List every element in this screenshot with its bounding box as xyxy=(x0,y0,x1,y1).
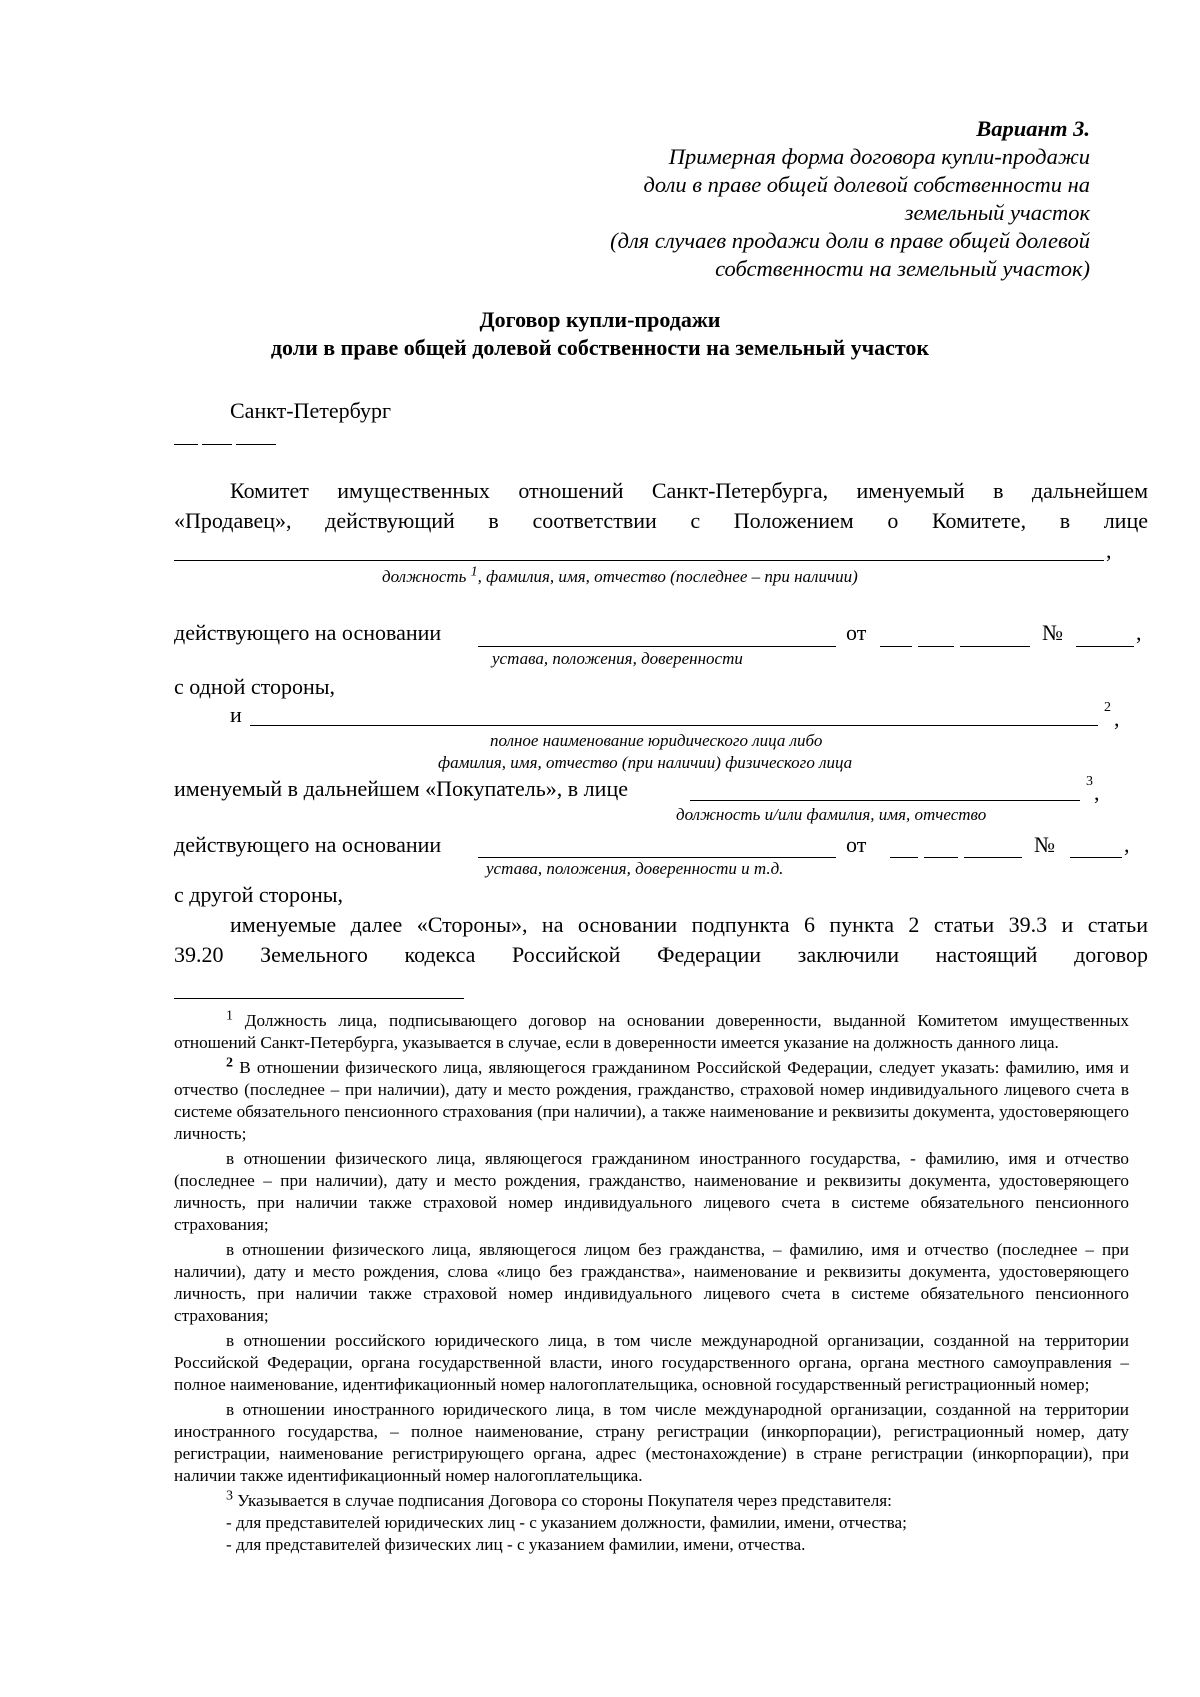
and-label: и xyxy=(230,702,242,727)
seller-basis-label: действующего на основании xyxy=(174,620,442,645)
city: Санкт-Петербург xyxy=(230,398,391,423)
buyer-rep-field[interactable] xyxy=(690,800,1080,801)
footnote-separator xyxy=(174,998,464,999)
seller-basis-field[interactable] xyxy=(478,646,836,647)
buyer-date-year[interactable] xyxy=(964,857,1022,858)
footnote-ref-2: 2 xyxy=(1104,700,1111,715)
header-line-2: доли в праве общей долевой собственности на xyxy=(643,172,1090,197)
buyer-name-field[interactable] xyxy=(250,725,1098,726)
footnote-2: $^2$ В отношении физического лица, являющегося гражданином Российской Федерации, следует указать: фамилию, имя и отчество (последнее – при наличии), дату и место рождения, гражданство, страховой номер индивидуального лицевого счета в системе обязательного пенсионного страхования (при наличии), а также наименование и реквизиты документа, удостоверяющего личность; xyxy=(174,1055,1129,1143)
buyer-name-comma: , xyxy=(1114,706,1120,731)
seller-from-label: от xyxy=(846,620,867,645)
one-side: с одной стороны, xyxy=(174,674,336,699)
header-line-5: собственности на земельный участок) xyxy=(715,256,1090,281)
seller-rep-field[interactable] xyxy=(174,560,1104,561)
buyer-named-label: именуемый в дальнейшем «Покупатель», в лице xyxy=(174,776,628,801)
seller-line-1: Комитет имущественных отношений Санкт-Петербурга, именуемый в дальнейшем xyxy=(230,478,1148,503)
variant-label: Вариант 3. xyxy=(976,116,1090,141)
header-line-4: (для случаев продажи доли в праве общей долевой xyxy=(610,228,1090,253)
parties-line-2: 39.20 Земельного кодекса Российской Федерации заключили настоящий договор xyxy=(174,942,1148,967)
footnote-2-para-3: в отношении физического лица, являющегося лицом без гражданства, – фамилию, имя и отчество (последнее – при наличии), дату и место рождения, слова «лицо без гражданства», наименование и реквизиты документа, удостоверяющего личность, при наличии также страховой номер индивидуального лицевого счета в системе обязательного пенсионного страхования; xyxy=(174,1240,1129,1325)
seller-basis-comma: , xyxy=(1136,620,1142,645)
buyer-rep-caption: должность и/или фамилия, имя, отчество xyxy=(676,805,987,824)
footnote-3: $^3$ Указывается в случае подписания Договора со стороны Покупателя через представителя: xyxy=(226,1488,892,1510)
footnote-2-para-5: в отношении иностранного юридического лица, в том числе международной организации, созданной на территории иностранного государства, – полное наименование, страну регистрации (инкорпорации), регистрационный номер, дату регистрации, наименование регистрирующего органа, адрес (местонахождение) в стране регистрации (инкорпорации), при наличии также идентификационный номер налогоплательщика. xyxy=(174,1400,1129,1485)
buyer-basis-comma: , xyxy=(1124,832,1130,857)
title-line-1: Договор купли-продажи xyxy=(479,307,721,332)
footnote-2-mark: 2 xyxy=(226,1055,233,1071)
seller-basis-caption: устава, положения, доверенности xyxy=(492,649,743,668)
seller-line-2: «Продавец», действующий в соответствии с Положением о Комитете, в лице xyxy=(174,508,1148,533)
seller-num-field[interactable] xyxy=(1076,646,1134,647)
footnote-2-para-4: в отношении российского юридического лица, в том числе международной организации, созданной на территории Российской Федерации, органа государственной власти, иного государственного органа, органа местного самоуправления – полное наименование, идентификационный номер налогоплательщика, основной государственный регистрационный номер; xyxy=(174,1331,1129,1394)
seller-date-year[interactable] xyxy=(960,646,1030,647)
buyer-num-field[interactable] xyxy=(1070,857,1122,858)
seller-num-label: № xyxy=(1042,620,1063,645)
buyer-basis-label: действующего на основании xyxy=(174,832,442,857)
seller-date-month[interactable] xyxy=(918,646,954,647)
footnote-ref-1: 1 xyxy=(470,564,478,580)
other-side: с другой стороны, xyxy=(174,882,344,907)
footnote-2-para-2: в отношении физического лица, являющегося гражданином иностранного государства, - фамилию, имя и отчество (последнее – при наличии), дату и место рождения, гражданство, наименование и реквизиты документа, удостоверяющего личность, при наличии также страховой номер индивидуального лицевого счета в системе обязательного пенсионного страхования; xyxy=(174,1149,1129,1234)
footnote-ref-3: 3 xyxy=(1086,774,1093,789)
document-header xyxy=(610,115,1090,283)
title-line-2: доли в праве общей долевой собственности на земельный участок xyxy=(270,335,930,360)
buyer-rep-comma: , xyxy=(1094,780,1100,805)
buyer-date-day[interactable] xyxy=(890,857,918,858)
footnote-3-item-1: - для представителей юридических лиц - с указанием должности, фамилии, имени, отчества; xyxy=(226,1513,907,1532)
footnote-1: $^1$ Должность лица, подписывающего договор на основании доверенности, выданной Комитетом имущественных отношений Санкт-Петербурга, указывается в случае, если в доверенности имеется указание на должность данного лица. xyxy=(174,1008,1129,1052)
footnotes xyxy=(174,1010,1129,1556)
document-title xyxy=(0,306,1200,362)
parties-line-1: именуемые далее «Стороны», на основании подпункта 6 пункта 2 статьи 39.3 и статьи xyxy=(230,912,1148,937)
buyer-from-label: от xyxy=(846,832,867,857)
seller-rep-comma: , xyxy=(1106,538,1112,563)
seller-rep-caption: должность $^1$, фамилия, имя, отчество (последнее – при наличии) xyxy=(382,564,858,586)
header-line-3: земельный участок xyxy=(904,200,1090,225)
buyer-date-month[interactable] xyxy=(924,857,958,858)
buyer-caption-line-1: полное наименование юридического лица либо xyxy=(490,731,823,750)
buyer-num-label: № xyxy=(1034,832,1055,857)
buyer-caption-line-2: фамилия, имя, отчество (при наличии) физического лица xyxy=(438,753,853,772)
footnote-3-mark: 3 xyxy=(226,1488,233,1504)
header-line-1: Примерная форма договора купли-продажи xyxy=(668,144,1090,169)
footnote-1-mark: 1 xyxy=(226,1008,233,1024)
seller-date-day[interactable] xyxy=(880,646,912,647)
buyer-basis-caption: устава, положения, доверенности и т.д. xyxy=(486,859,784,878)
footnote-3-item-2: - для представителей физических лиц - с указанием фамилии, имени, отчества. xyxy=(226,1535,806,1554)
